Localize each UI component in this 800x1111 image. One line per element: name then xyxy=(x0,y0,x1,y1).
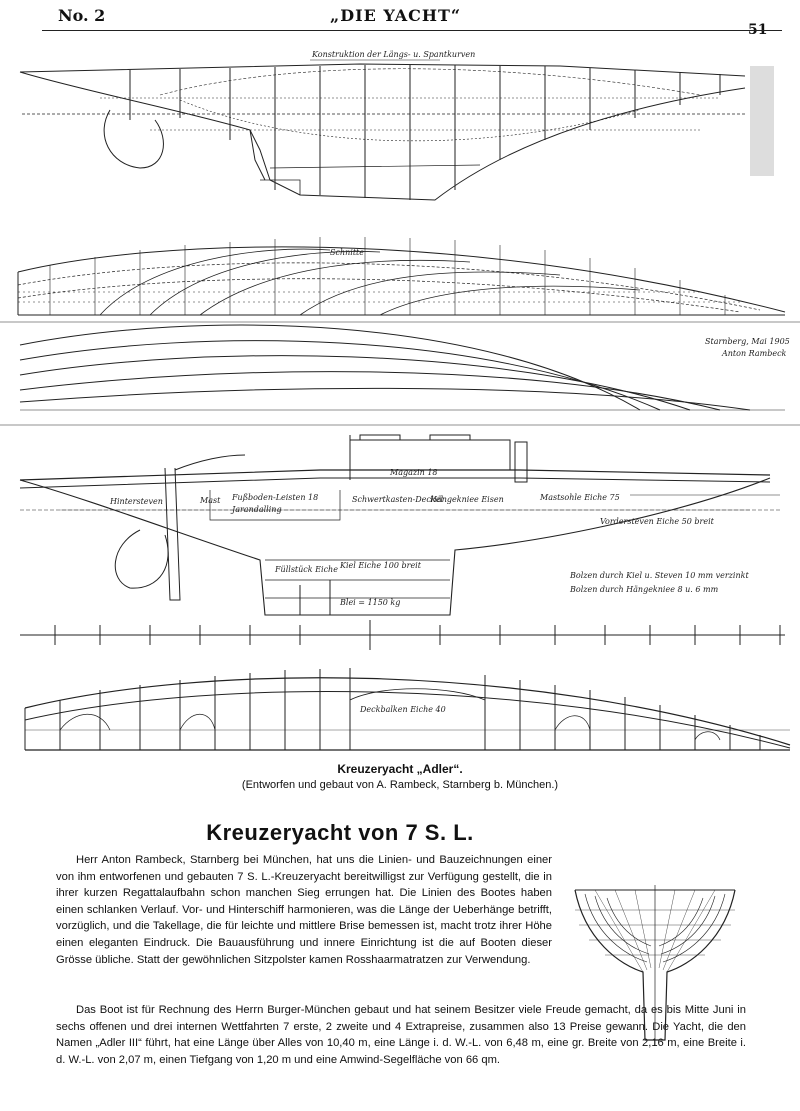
label-vordersteven: Vordersteven Eiche 50 breit xyxy=(600,517,714,526)
label-schwertkasten: Schwertkasten-Deckel xyxy=(352,495,444,504)
issue-number: No. 2 xyxy=(58,6,106,25)
label-magazin: Magazin 18 xyxy=(390,468,438,477)
page-number: 51 xyxy=(748,22,768,38)
label-jarandalling: Jarandalling xyxy=(232,505,282,514)
label-fullstuck: Füllstück Eiche xyxy=(275,565,338,574)
label-kniee: Hängekniee Eisen xyxy=(430,495,504,504)
label-bolzen-1: Bolzen durch Kiel u. Steven 10 mm verzinkt xyxy=(570,571,749,580)
article-body-column xyxy=(56,852,552,968)
label-fussboden: Fußboden-Leisten 18 xyxy=(232,493,319,502)
figure-caption-title: Kreuzeryacht „Adler“. xyxy=(337,762,463,776)
label-blei: Blei = 1150 kg xyxy=(340,598,401,607)
yacht-plans-drawing xyxy=(0,40,800,755)
top-view-note: Konstruktion der Längs- u. Spantkurven xyxy=(312,50,476,59)
side-note-1: Starnberg, Mai 1905 xyxy=(705,337,790,346)
article-paragraph-2: Das Boot ist für Rechnung des Herrn Burger-München gebaut und hat seinem Besitzer viele Freude gemacht, da es bis Mitte Juni in sechs offenen und drei internen Wettfahrten 7 erste, 2 zweite und 4 Extrapreise, zusammen also 13 Preise gewann. Die Yacht, die den Namen „Adler III“ führt, hat eine Länge über Alles von 10,40 m, eine Länge i. d. W.-L. von 6,48 m, eine gr. Breite von 2,16 m, eine Breite i. d. W.-L. von 2,07 m, einen Tiefgang von 1,20 m und eine Amwind-Segelfläche von 66 qm. xyxy=(56,1004,746,1066)
figure-caption-subtitle: (Entworfen und gebaut von A. Rambeck, Starnberg b. München.) xyxy=(241,779,559,791)
article-title: Kreuzeryacht von 7 S. L. xyxy=(206,820,474,845)
half-breadth-note: Schnitte xyxy=(330,248,364,257)
side-note-2: Anton Rambeck xyxy=(722,349,787,358)
diagonals-plan xyxy=(20,325,785,410)
body-plan-drawing xyxy=(565,880,745,1050)
label-deckbalken: Deckbalken Eiche 40 xyxy=(360,705,446,714)
label-kiel: Kiel Eiche 100 breit xyxy=(340,561,421,570)
sheer-plan xyxy=(20,60,774,200)
article-paragraph-1: Herr Anton Rambeck, Starnberg bei München, hat uns die Linien- und Bauzeichnungen einer von ihm entworfenen und gebauten 7 S. L.-Kreuzeryacht bereitwilligst zur Verfügung gestellt, die in ihrer kurzen Regattalaufbahn schon manchen Sieg errungen hat. Die Linien des Bootes haben einen schlanken Verlauf. Vor- und Hinterschiff harmonieren, was die Länge der Ueberhänge betrifft, vorzüglich, und die Takellage, die für leichte und mittlere Brise bemessen ist, macht trotz ihrer Höhe einen eleganten Eindruck. Die Bauausführung und innere Einrichtung ist die auf Booten dieser Grösse übliche. Statt der gewöhnlichen Sitzpolster kamen Rosshaarmatratzen zur Verwendung. xyxy=(56,854,552,966)
station-scale xyxy=(20,620,785,650)
journal-title: „DIE YACHT“ xyxy=(330,6,462,25)
label-mast: Mast xyxy=(200,496,221,505)
label-bolzen-2: Bolzen durch Hängekniee 8 u. 6 mm xyxy=(570,585,719,594)
label-mastsohle: Mastsohle Eiche 75 xyxy=(540,493,620,502)
half-breadth-plan xyxy=(18,237,785,315)
label-hintersteven: Hintersteven xyxy=(110,497,163,506)
header-rule xyxy=(42,30,782,31)
